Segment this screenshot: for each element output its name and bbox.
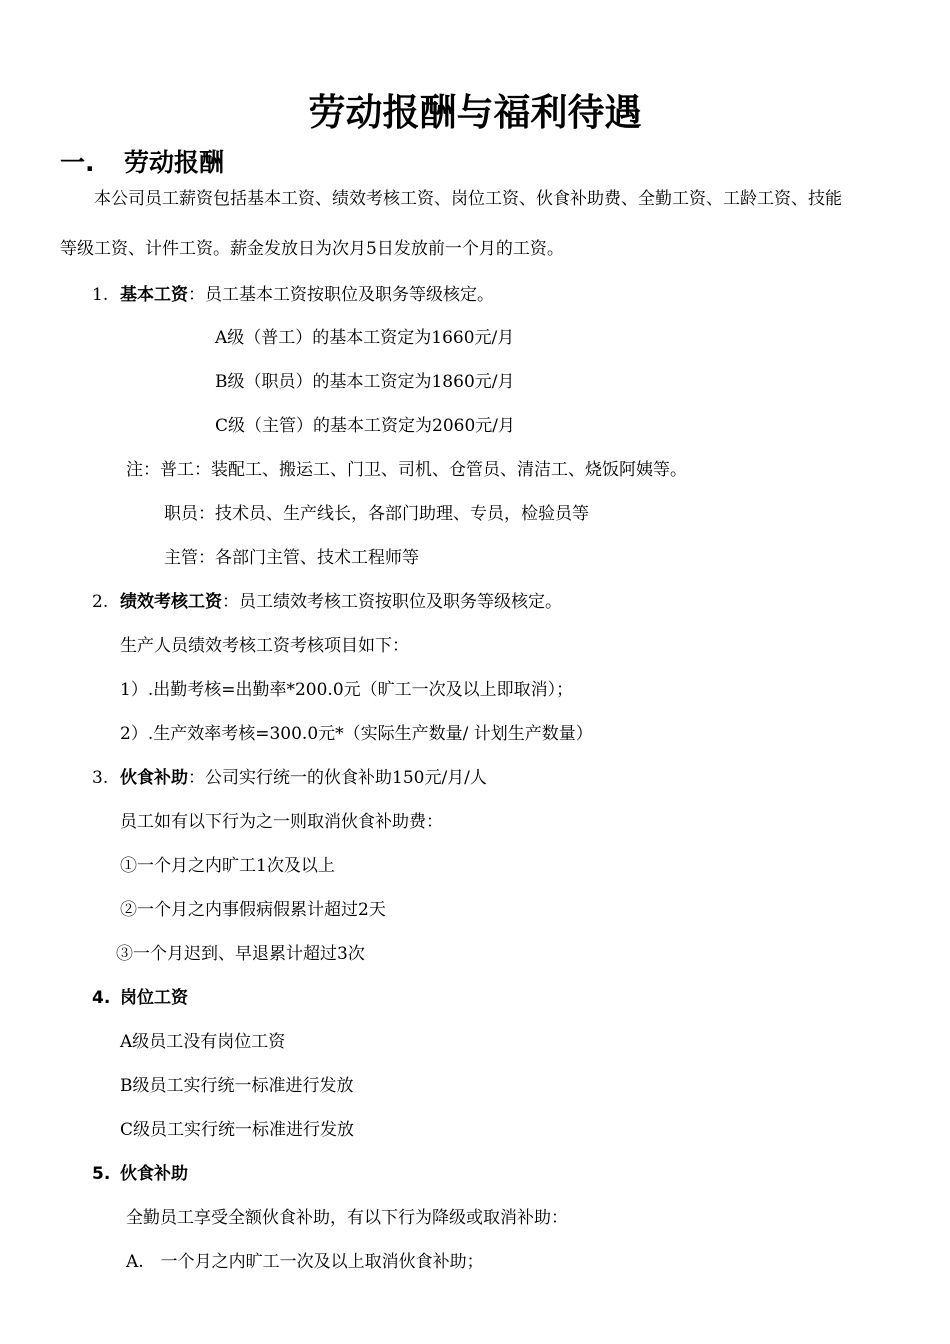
section-heading-1 [60,146,224,180]
level-c-salary: C级（主管）的基本工资定为2060元/月 [215,416,515,436]
meal-cancel-intro: 员工如有以下行为之一则取消伙食补助费： [120,812,443,832]
position-level-b: B级员工实行统一标准进行发放 [120,1076,354,1096]
performance-attendance: 1）.出勤考核=出勤率*200.0元（旷工一次及以上即取消）； [120,680,574,700]
meal-cancel-rule-2: ②一个月之内事假病假累计超过2天 [120,900,386,920]
item-text: ：员工基本工资按职位及职务等级核定。 [188,285,494,305]
level-a-salary: A级（普工）的基本工资定为1660元/月 [215,328,515,348]
item-number: 3. [92,768,109,788]
item-meal-allowance [92,767,487,789]
intro-paragraph-line-1: 本公司员工薪资包括基本工资、绩效考核工资、岗位工资、伙食补助费、全勤工资、工龄工资、技能 [94,189,842,209]
meal-cancel-rule-3: ③一个月迟到、早退累计超过3次 [116,944,365,964]
intro-paragraph-line-2: 等级工资、计件工资。薪金发放日为次月5日发放前一个月的工资。 [60,239,564,259]
item-position-salary [92,987,188,1009]
meal-cancel-rule-1: ①一个月之内旷工1次及以上 [120,856,335,876]
position-level-c: C级员工实行统一标准进行发放 [120,1120,355,1140]
note-workers: 注：普工：装配工、搬运工、门卫、司机、仓管员、清洁工、烧饭阿姨等。 [126,460,687,480]
item-label: 基本工资 [120,285,188,305]
item-label: 岗位工资 [120,988,188,1008]
item-text: ：公司实行统一的伙食补助150元/月/人 [188,768,487,788]
item-number: 5. [92,1164,111,1184]
section-number: 一. [60,148,95,177]
position-level-a: A级员工没有岗位工资 [120,1032,286,1052]
item-label: 伙食补助 [120,1164,188,1184]
note-staff: 职员：技术员、生产线长，各部门助理、专员，检验员等 [164,504,589,524]
performance-intro: 生产人员绩效考核工资考核项目如下： [120,636,409,656]
item-number: 4. [92,988,111,1008]
section-heading-text: 劳动报酬 [124,148,225,177]
note-supervisors: 主管：各部门主管、技术工程师等 [164,548,419,568]
item-number: 1. [92,285,109,305]
item-basic-salary [92,284,494,306]
document-title: 劳动报酬与福利待遇 [308,91,642,134]
item-meal-allowance-2 [92,1163,188,1185]
item-performance-salary [92,591,562,613]
item-text: ：员工绩效考核工资按职位及职务等级核定。 [222,592,562,612]
full-attendance-intro: 全勤员工享受全额伙食补助，有以下行为降级或取消补助： [126,1208,568,1228]
item-number: 2. [92,592,109,612]
item-label: 伙食补助 [120,768,188,788]
level-b-salary: B级（职员）的基本工资定为1860元/月 [215,372,515,392]
item-label: 绩效考核工资 [120,592,222,612]
performance-efficiency: 2）.生产效率考核=300.0元*（实际生产数量/ 计划生产数量） [120,724,593,744]
full-attendance-rule-a: A. 一个月之内旷工一次及以上取消伙食补助； [126,1252,484,1272]
